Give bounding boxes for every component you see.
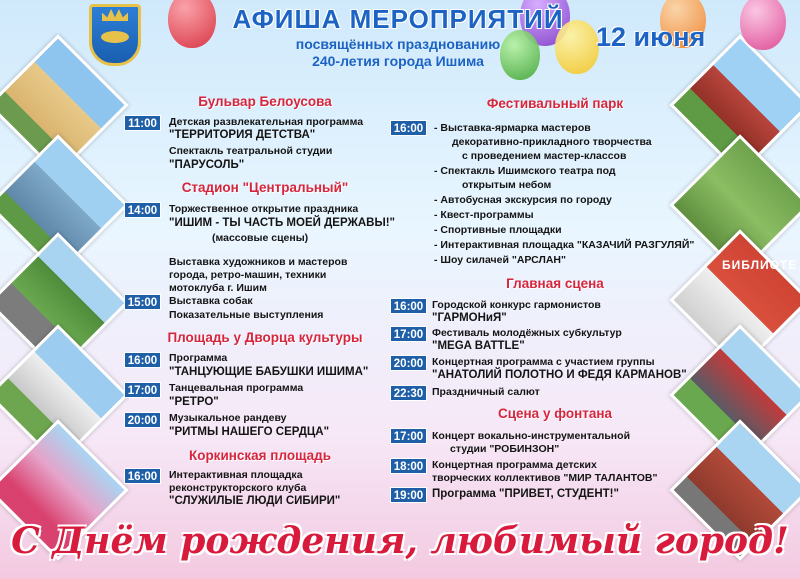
time-badge: 15:00 <box>124 294 161 310</box>
time-badge: 17:00 <box>390 326 427 342</box>
event-title: "ПАРУСОЛЬ" <box>169 159 245 171</box>
event-line: Музыкальное рандеву <box>169 412 287 424</box>
event-line: открытым небом <box>462 179 552 191</box>
event-title: "РЕТРО" <box>169 396 219 408</box>
time-badge: 11:00 <box>124 115 161 131</box>
time-badge: 14:00 <box>124 202 161 218</box>
event-line: студии "РОБИНЗОН" <box>450 443 560 455</box>
birthday-slogan: С Днём рождения, любимый город! <box>11 520 789 562</box>
venue-korkin: Коркинская площадь <box>188 448 332 463</box>
coat-of-arms-icon <box>89 4 141 66</box>
library-sign: БИБЛИОТЕ <box>722 258 798 272</box>
event-line: - Шоу силачей "АРСЛАН" <box>434 254 566 266</box>
event-title: "ТАНЦУЮЩИЕ БАБУШКИ ИШИМА" <box>169 366 369 378</box>
venue-stadion: Стадион "Центральный" <box>181 180 349 195</box>
time-badge: 17:00 <box>390 428 427 444</box>
event-line: (массовые сцены) <box>212 232 309 244</box>
venue-fountain-stage: Сцена у фонтана <box>497 406 613 421</box>
event-line: Концерт вокально-инструментальной <box>432 430 631 442</box>
event-line: Показательные выступления <box>169 309 324 321</box>
venue-dvorec: Площадь у Дворца культуры <box>167 330 363 345</box>
event-line: - Спектакль Ишимского театра под <box>434 165 616 177</box>
event-line: реконструкторского клуба <box>169 482 307 494</box>
event-line: Программа "ПРИВЕТ, СТУДЕНТ!" <box>432 488 619 500</box>
event-title: "ГАРМОНиЯ" <box>432 312 507 324</box>
venue-park: Фестивальный парк <box>486 96 624 111</box>
time-badge: 16:00 <box>124 468 161 484</box>
event-line: творческих коллективов "МИР ТАЛАНТОВ" <box>432 472 658 484</box>
event-title: "АНАТОЛИЙ ПОЛОТНО И ФЕДЯ КАРМАНОВ" <box>432 369 687 381</box>
time-badge: 20:00 <box>124 412 161 428</box>
event-line: Программа <box>169 352 228 364</box>
poster-title: АФИША МЕРОПРИЯТИЙ <box>232 4 564 34</box>
event-line: Выставка художников и мастеров <box>169 256 348 268</box>
event-line: Концертная программа детских <box>432 459 597 471</box>
fish-icon <box>101 31 129 43</box>
event-line: - Выставка-ярмарка мастеров <box>434 122 591 134</box>
event-line: с проведением мастер-классов <box>462 150 627 162</box>
venue-bulvar: Бульвар Белоусова <box>198 94 332 109</box>
event-title: "ИШИМ - ТЫ ЧАСТЬ МОЕЙ ДЕРЖАВЫ!" <box>169 217 396 229</box>
time-badge: 19:00 <box>390 487 427 503</box>
event-line: мотоклуба г. Ишим <box>169 282 267 294</box>
event-line: Детская развлекательная программа <box>169 116 364 128</box>
subtitle-line-2: 240-летия города Ишима <box>312 53 484 69</box>
event-line: Фестиваль молодёжных субкультур <box>432 327 622 339</box>
subtitle-line-1: посвящённых празднованию <box>295 36 501 52</box>
venue-main-stage: Главная сцена <box>506 276 604 291</box>
event-line: декоративно-прикладного творчества <box>452 136 652 148</box>
time-badge: 16:00 <box>124 352 161 368</box>
event-line: Спектакль театральной студии <box>169 145 333 157</box>
event-line: Торжественное открытие праздника <box>169 203 359 215</box>
event-line: - Спортивные площадки <box>434 224 562 236</box>
event-title: "СЛУЖИЛЫЕ ЛЮДИ СИБИРИ" <box>169 495 341 507</box>
time-badge: 16:00 <box>390 120 427 136</box>
time-badge: 17:00 <box>124 382 161 398</box>
event-date: 12 июня <box>596 22 706 52</box>
time-badge: 16:00 <box>390 298 427 314</box>
event-line: - Автобусная экскурсия по городу <box>434 194 612 206</box>
event-line: Интерактивная площадка <box>169 469 303 481</box>
balloon-pink <box>740 0 786 50</box>
crown-icon <box>102 9 128 21</box>
event-line: Выставка собак <box>169 295 253 307</box>
poster-subtitle <box>248 36 548 70</box>
event-line: - Квест-программы <box>434 209 534 221</box>
event-line: Концертная программа с участием группы <box>432 356 655 368</box>
event-title: "ТЕРРИТОРИЯ ДЕТСТВА" <box>169 129 316 141</box>
event-line: Праздничный салют <box>432 386 540 398</box>
time-badge: 20:00 <box>390 355 427 371</box>
event-line: Танцевальная программа <box>169 382 304 394</box>
event-line: - Интерактивная площадка "КАЗАЧИЙ РАЗГУЛЯЙ" <box>434 239 695 251</box>
time-badge: 22:30 <box>390 385 427 401</box>
balloon-red <box>168 0 216 48</box>
event-line: Городской конкурс гармонистов <box>432 299 601 311</box>
event-title: "MEGA BATTLE" <box>432 340 525 352</box>
event-title: "РИТМЫ НАШЕГО СЕРДЦА" <box>169 426 330 438</box>
event-line: города, ретро-машин, техники <box>169 269 327 281</box>
time-badge: 18:00 <box>390 458 427 474</box>
